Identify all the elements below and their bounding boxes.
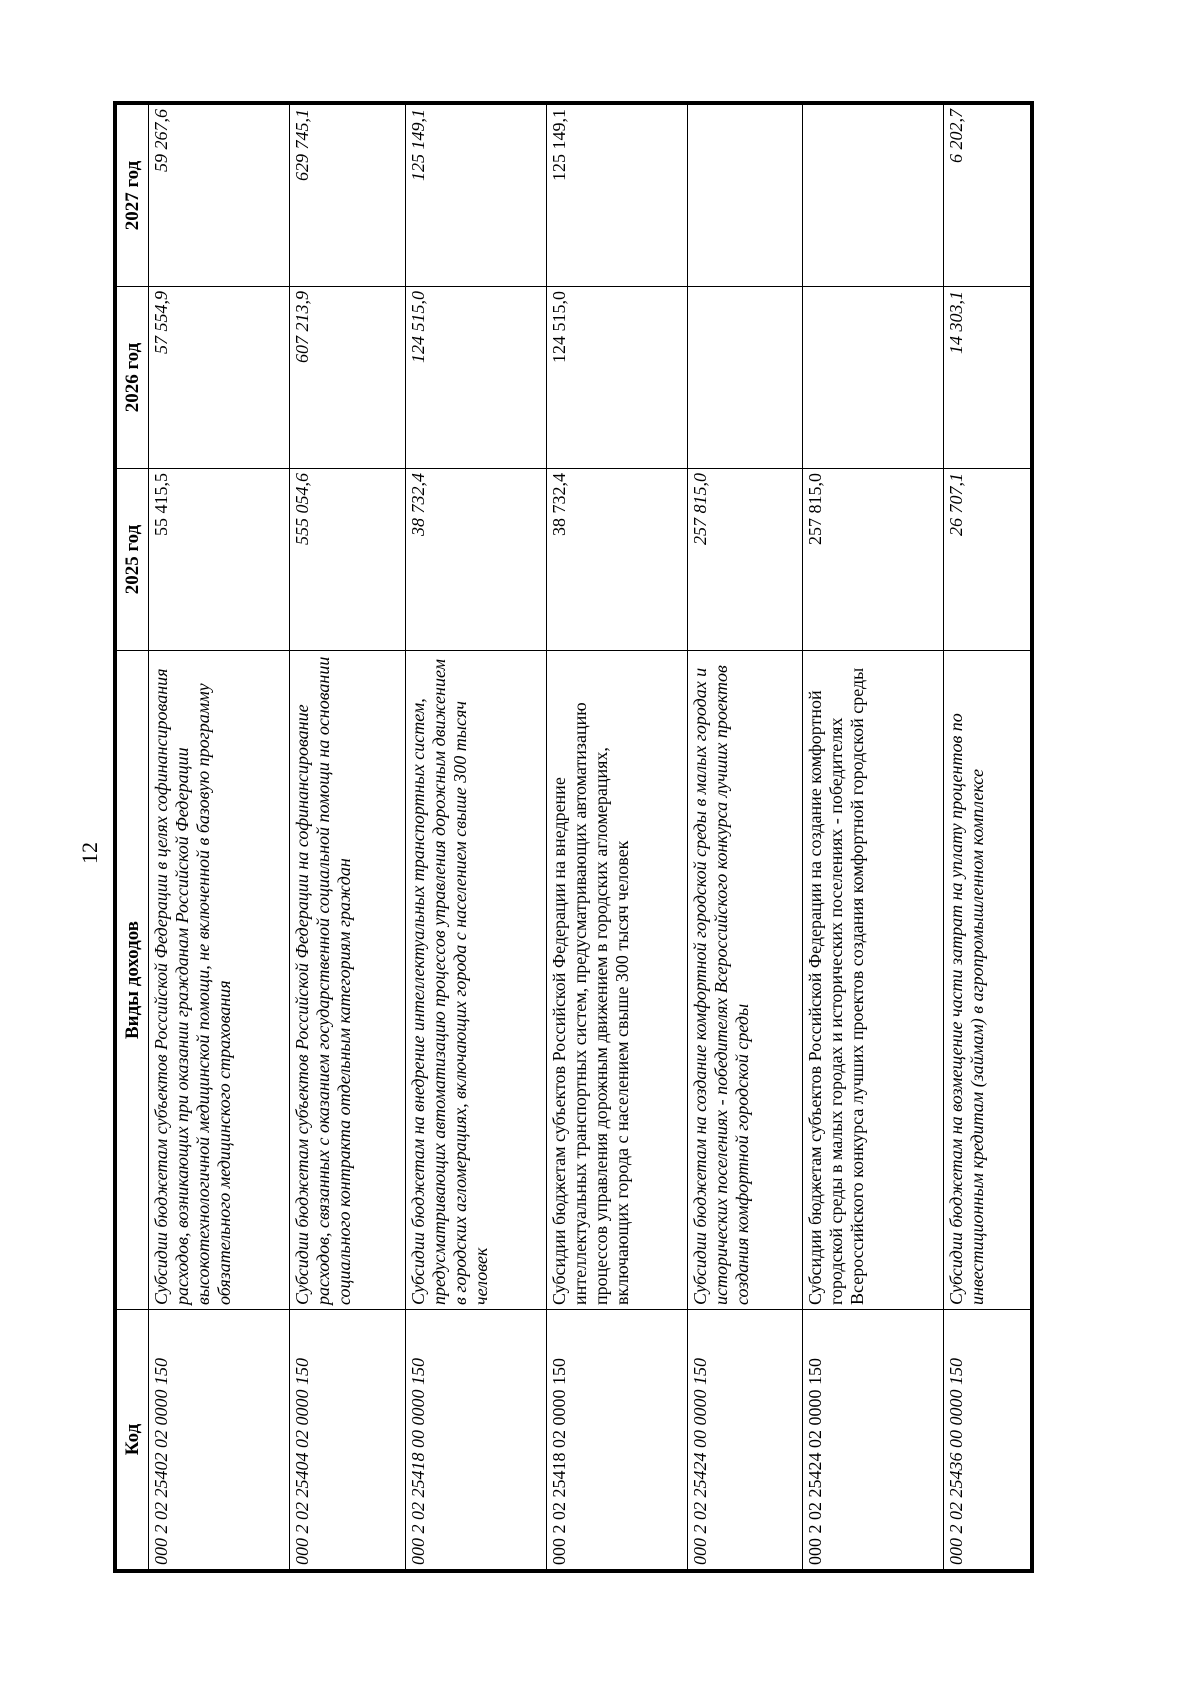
row-name: Субсидии бюджетам субъектов Российской Федерации на создание комфортной городской среды в малых городах и исторических поселениях - победителях Всероссийского конкурса лучших проектов создания комфортной городской среды (803, 651, 944, 1310)
revenue-table-container (116, 105, 1031, 1570)
row-code: 000 2 02 25402 02 0000 150 (149, 1310, 290, 1570)
header-2025: 2025 год (117, 469, 149, 651)
table-row (149, 105, 290, 1570)
row-code: 000 2 02 25436 00 0000 150 (944, 1310, 1031, 1570)
row-value-2025: 38 732,4 (405, 469, 546, 651)
row-code: 000 2 02 25418 00 0000 150 (405, 1310, 546, 1570)
header-2027: 2027 год (117, 105, 149, 287)
table-header-row (117, 105, 149, 1570)
row-value-2025: 26 707,1 (944, 469, 1031, 651)
header-name: Виды доходов (117, 651, 149, 1310)
row-value-2025: 555 054,6 (290, 469, 405, 651)
row-value-2027: 125 149,1 (405, 105, 546, 287)
row-code: 000 2 02 25418 02 0000 150 (546, 1310, 687, 1570)
row-name: Субсидии бюджетам субъектов Российской Федерации на внедрение интеллектуальных транспортных систем, предусматривающих автоматизацию процессов управления дорожным движением в городских агломерациях, включающих города с населением свыше 300 тысяч человек (546, 651, 687, 1310)
row-value-2026: 124 515,0 (405, 287, 546, 469)
row-name: Субсидии бюджетам субъектов Российской Федерации на софинансирование расходов, связанных с оказанием государственной социальной помощи на основании социального контракта отдельным категориям граждан (290, 651, 405, 1310)
header-2026: 2026 год (117, 287, 149, 469)
row-value-2027: 59 267,6 (149, 105, 290, 287)
row-name: Субсидии бюджетам на возмещение части затрат на уплату процентов по инвестиционным кредитам (займам) в агропромышленном комплексе (944, 651, 1031, 1310)
header-code: Код (117, 1310, 149, 1570)
row-value-2027 (687, 105, 802, 287)
row-value-2026: 14 303,1 (944, 287, 1031, 469)
row-value-2027 (803, 105, 944, 287)
row-value-2026: 607 213,9 (290, 287, 405, 469)
table-row (944, 105, 1031, 1570)
row-value-2027: 125 149,1 (546, 105, 687, 287)
row-value-2026 (803, 287, 944, 469)
row-value-2027: 629 745,1 (290, 105, 405, 287)
row-code: 000 2 02 25424 00 0000 150 (687, 1310, 802, 1570)
row-name: Субсидии бюджетам на создание комфортной городской среды в малых городах и исторических поселениях - победителях Всероссийского конкурса лучших проектов создания комфортной городской среды (687, 651, 802, 1310)
row-value-2025: 257 815,0 (687, 469, 802, 651)
row-value-2026: 57 554,9 (149, 287, 290, 469)
row-value-2025: 38 732,4 (546, 469, 687, 651)
row-value-2025: 55 415,5 (149, 469, 290, 651)
page-number: 12 (77, 842, 102, 864)
row-value-2026: 124 515,0 (546, 287, 687, 469)
table-row (803, 105, 944, 1570)
row-value-2026 (687, 287, 802, 469)
table-row (546, 105, 687, 1570)
rotated-page-content (116, 105, 1031, 1570)
row-name: Субсидии бюджетам субъектов Российской Федерации в целях софинансирования расходов, возникающих при оказании гражданам Российской Федерации высокотехнологичной медицинской помощи, не включенной в базовую программу обязательного медицинского страхования (149, 651, 290, 1310)
row-name: Субсидии бюджетам на внедрение интеллектуальных транспортных систем, предусматривающих автоматизацию процессов управления дорожным движением в городских агломерациях, включающих города с населением свыше 300 тысяч человек (405, 651, 546, 1310)
table-row (405, 105, 546, 1570)
revenue-table (116, 104, 1031, 1570)
table-row (290, 105, 405, 1570)
row-value-2027: 6 202,7 (944, 105, 1031, 287)
row-code: 000 2 02 25404 02 0000 150 (290, 1310, 405, 1570)
table-row (687, 105, 802, 1570)
row-value-2025: 257 815,0 (803, 469, 944, 651)
row-code: 000 2 02 25424 02 0000 150 (803, 1310, 944, 1570)
